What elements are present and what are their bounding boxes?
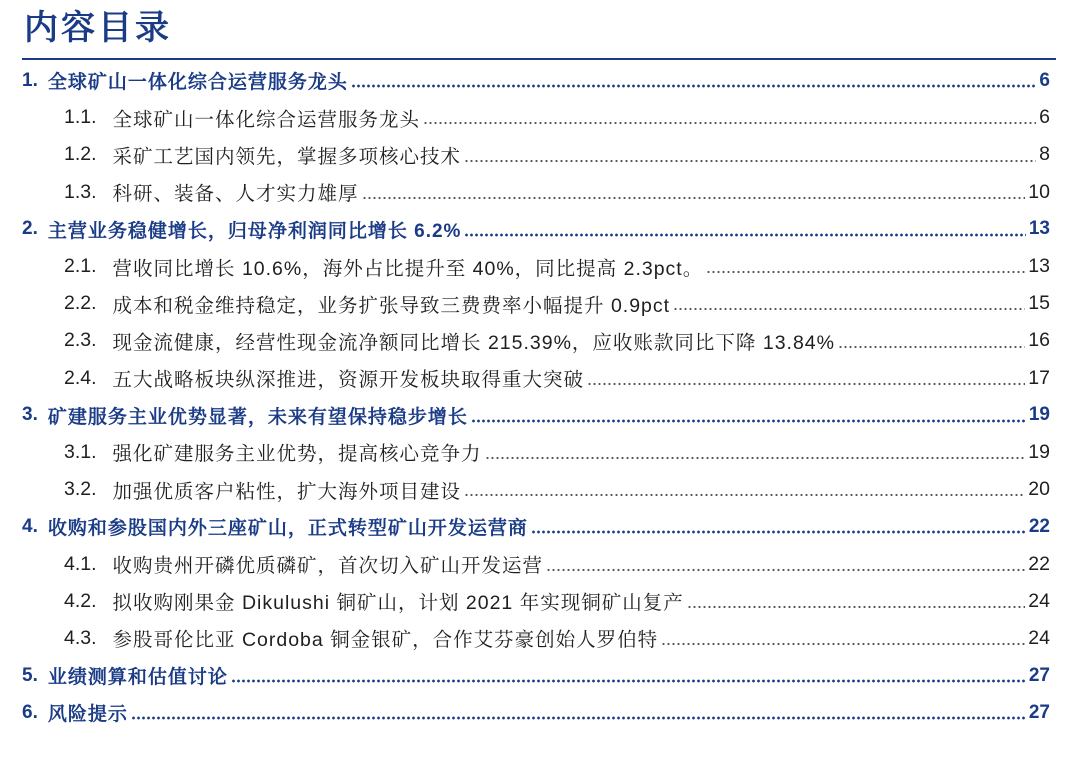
toc-chapter-entry[interactable]: [0, 211, 1080, 248]
toc-entry-number: 1.1.: [64, 106, 97, 129]
toc-section-entry[interactable]: [0, 434, 1080, 471]
toc-entry-page-number: 6: [1039, 69, 1050, 91]
dot-leader: [131, 701, 1026, 720]
toc-entry-title: 强化矿建服务主业优势，提高核心竞争力: [112, 443, 482, 466]
toc-list: [0, 62, 1080, 731]
toc-entry-title: 采矿工艺国内领先，掌握多项核心技术: [112, 145, 462, 168]
toc-entry-title: 现金流健康，经营性现金流净额同比增长 215.39%，应收账款同比下降 13.84%: [112, 331, 835, 354]
toc-entry-title: 拟收购刚果金 Dikulushi 铜矿山，计划 2021 年实现铜矿山复产: [112, 592, 684, 615]
toc-entry-page-number: 27: [1028, 701, 1050, 723]
toc-entry-page-number: 8: [1039, 143, 1050, 166]
toc-section-entry[interactable]: [0, 620, 1080, 657]
toc-entry-page-number: 27: [1028, 664, 1050, 686]
toc-chapter-entry[interactable]: [0, 694, 1080, 731]
dot-leader: [471, 404, 1026, 423]
toc-entry-title: 全球矿山一体化综合运营服务龙头: [112, 108, 421, 131]
toc-entry-title: 参股哥伦比亚 Cordoba 铜金银矿，合作艾芬豪创始人罗伯特: [112, 629, 659, 652]
toc-entry-title: 收购和参股国内外三座矿山，正式转型矿山开发运营商: [47, 518, 528, 540]
toc-entry-number: 4.2.: [64, 589, 97, 612]
dot-leader: [673, 292, 1025, 312]
toc-section-entry[interactable]: [0, 136, 1080, 173]
dot-leader: [706, 255, 1025, 275]
toc-entry-number: 3.1.: [64, 440, 97, 463]
toc-entry-number: 2.3.: [64, 329, 97, 352]
toc-entry-page-number: 13: [1028, 255, 1050, 278]
toc-entry-page-number: 20: [1028, 478, 1050, 501]
toc-entry-number: 4.3.: [64, 626, 97, 649]
toc-entry-page-number: 6: [1039, 106, 1050, 129]
toc-entry-number: 2.4.: [64, 366, 97, 389]
dot-leader: [231, 664, 1026, 683]
toc-entry-number: 3.: [22, 404, 38, 426]
dot-leader: [464, 478, 1025, 498]
toc-section-entry[interactable]: [0, 360, 1080, 397]
toc-entry-number: 5.: [22, 664, 38, 686]
toc-entry-title: 营收同比增长 10.6%，海外占比提升至 40%，同比提高 2.3pct。: [112, 257, 704, 280]
toc-section-entry[interactable]: [0, 322, 1080, 359]
toc-section-entry[interactable]: [0, 99, 1080, 136]
dot-leader: [546, 552, 1025, 572]
toc-entry-title: 科研、装备、人才实力雄厚: [112, 183, 359, 206]
toc-entry-title: 成本和税金维持稳定，业务扩张导致三费费率小幅提升 0.9pct: [112, 294, 671, 317]
toc-section-entry[interactable]: [0, 248, 1080, 285]
toc-title: 内容目录: [24, 8, 172, 48]
toc-chapter-entry[interactable]: [0, 508, 1080, 545]
toc-entry-title: 业绩测算和估值讨论: [47, 667, 228, 689]
toc-entry-page-number: 17: [1028, 366, 1050, 389]
toc-entry-title: 风险提示: [47, 704, 128, 726]
toc-entry-number: 1.3.: [64, 180, 97, 203]
toc-entry-title: 收购贵州开磷优质磷矿，首次切入矿山开发运营: [112, 555, 544, 578]
toc-entry-page-number: 24: [1028, 626, 1050, 649]
toc-entry-title: 主营业务稳健增长，归母净利润同比增长 6.2%: [47, 220, 462, 242]
toc-section-entry[interactable]: [0, 471, 1080, 508]
toc-section-entry[interactable]: [0, 174, 1080, 211]
dot-leader: [661, 627, 1025, 647]
title-divider: [22, 58, 1056, 60]
toc-entry-page-number: 22: [1028, 515, 1050, 537]
toc-entry-number: 2.1.: [64, 255, 97, 278]
toc-entry-page-number: 10: [1028, 180, 1050, 203]
dot-leader: [687, 589, 1026, 609]
toc-entry-number: 1.2.: [64, 143, 97, 166]
toc-entry-title: 矿建服务主业优势显著，未来有望保持稳步增长: [47, 406, 468, 428]
toc-section-entry[interactable]: [0, 583, 1080, 620]
toc-section-entry[interactable]: [0, 285, 1080, 322]
toc-entry-page-number: 19: [1028, 404, 1050, 426]
dot-leader: [464, 143, 1036, 163]
toc-entry-page-number: 24: [1028, 589, 1050, 612]
dot-leader: [587, 366, 1025, 386]
toc-chapter-entry[interactable]: [0, 62, 1080, 99]
toc-entry-page-number: 19: [1028, 440, 1050, 463]
dot-leader: [531, 515, 1026, 534]
toc-entry-number: 4.1.: [64, 552, 97, 575]
toc-entry-number: 6.: [22, 701, 38, 723]
toc-entry-page-number: 16: [1028, 329, 1050, 352]
toc-chapter-entry[interactable]: [0, 397, 1080, 434]
toc-entry-page-number: 13: [1028, 218, 1050, 240]
toc-entry-number: 2.2.: [64, 292, 97, 315]
toc-entry-page-number: 15: [1028, 292, 1050, 315]
dot-leader: [838, 329, 1025, 349]
toc-entry-title: 加强优质客户粘性，扩大海外项目建设: [112, 480, 462, 503]
dot-leader: [485, 441, 1026, 461]
toc-chapter-entry[interactable]: [0, 657, 1080, 694]
toc-section-entry[interactable]: [0, 545, 1080, 582]
toc-entry-number: 1.: [22, 69, 38, 91]
toc-entry-title: 全球矿山一体化综合运营服务龙头: [47, 72, 348, 94]
toc-entry-number: 4.: [22, 515, 38, 537]
toc-entry-number: 2.: [22, 218, 38, 240]
toc-entry-title: 五大战略板块纵深推进，资源开发板块取得重大突破: [112, 369, 585, 392]
toc-entry-page-number: 22: [1028, 552, 1050, 575]
dot-leader: [423, 106, 1036, 126]
toc-entry-number: 3.2.: [64, 478, 97, 501]
dot-leader: [464, 218, 1025, 237]
dot-leader: [351, 69, 1037, 88]
dot-leader: [362, 180, 1026, 200]
